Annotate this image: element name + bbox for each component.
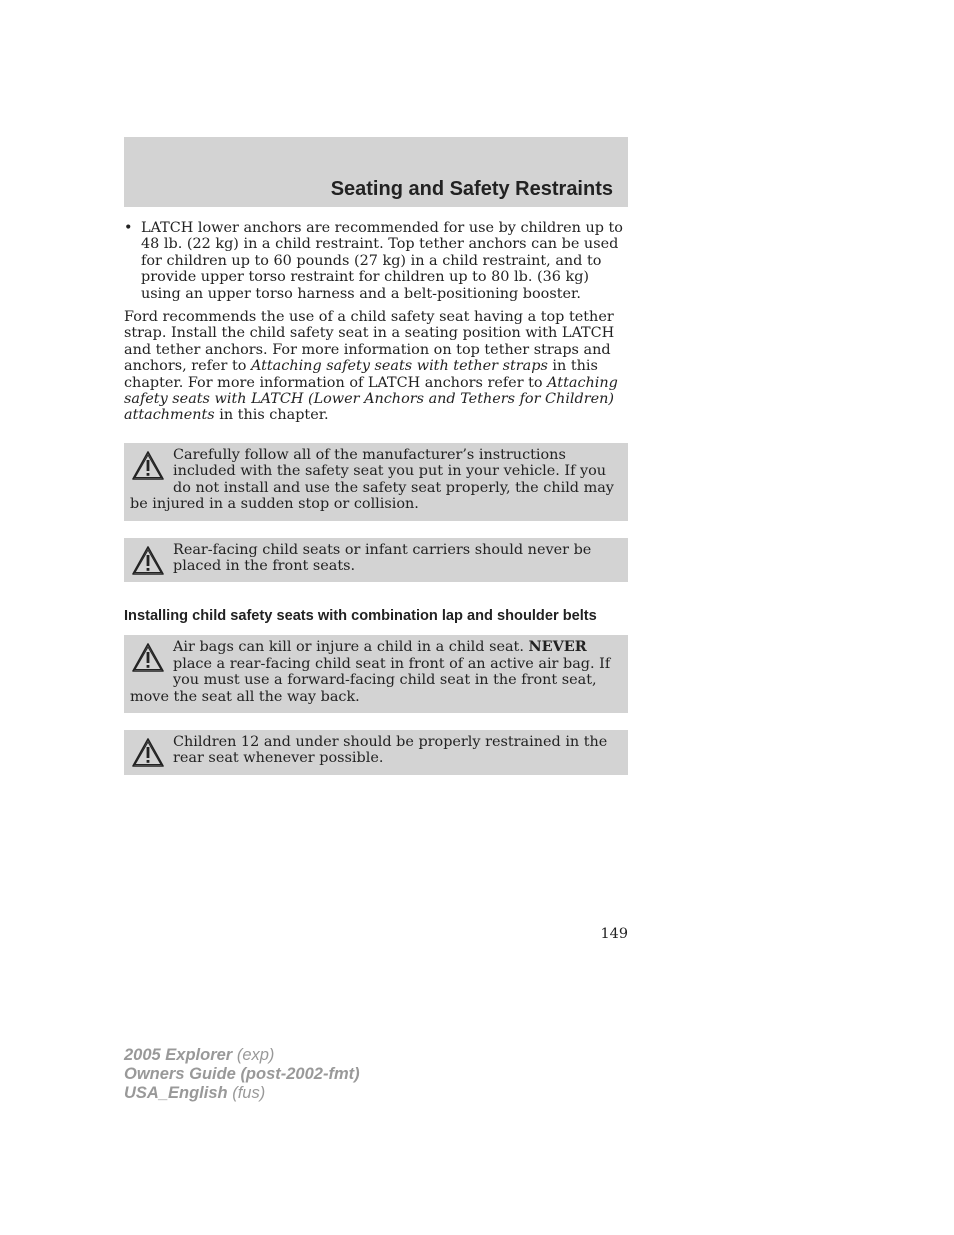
warning-emphasis: NEVER xyxy=(528,638,587,656)
footer-code: (exp) xyxy=(232,1046,275,1064)
cross-reference: Attaching safety seats with LATCH (Lower Anchors and Tethers for Children) attachments xyxy=(124,374,618,424)
bullet-text: LATCH lower anchors are recommended for use by children up to 48 lb. (22 kg) in a child restraint. Top tether anchors can be used for children up to 60 pounds (27 kg) in a child restraint, and to provide upper torso restraint for children up to 80 lb. (36 kg) using an upper torso harness and a belt-positioning booster. xyxy=(141,220,623,302)
paragraph-text: Ford recommends the use of a child safety seat having a top tether strap. Install the child safety seat in a seating position with LATCH and tether anchors. For more information on top tether straps and anchors, refer to xyxy=(124,309,615,375)
document-footer xyxy=(124,1046,360,1103)
footer-line xyxy=(124,1084,360,1103)
cross-reference: Attaching safety seats with tether straps xyxy=(250,358,548,375)
warning-text: Rear-facing child seats or infant carriers should never be placed in the front seats. xyxy=(173,541,592,574)
body-paragraph xyxy=(124,309,628,424)
warning-icon xyxy=(130,735,166,771)
footer-language: USA_English xyxy=(124,1084,228,1102)
footer-code: (fus) xyxy=(227,1084,266,1102)
paragraph-text: in this chapter. For more information of LATCH anchors refer to xyxy=(124,358,598,391)
warning-text: Carefully follow all of the manufacturer’s instructions included with the safety seat you put in your vehicle. If you do not install and use the safety seat properly, the child may be injured in a sudden stop or collision. xyxy=(130,446,614,513)
bullet-marker: • xyxy=(124,220,133,236)
warning-box xyxy=(124,635,628,713)
warning-text xyxy=(130,639,622,705)
footer-model: 2005 Explorer xyxy=(124,1046,233,1064)
warning-box xyxy=(124,443,628,521)
footer-guide: Owners Guide (post-2002-fmt) xyxy=(124,1065,360,1083)
warning-box xyxy=(124,538,628,583)
warning-text-part: place a rear-facing child seat in front of an active air bag. If you must use a forward-facing child seat in the front seat, move the seat all the way back. xyxy=(130,655,611,705)
section-title: Seating and Safety Restraints xyxy=(330,178,613,200)
warning-icon xyxy=(130,640,166,676)
warning-box xyxy=(124,730,628,775)
page-number: 149 xyxy=(600,926,628,942)
footer-line xyxy=(124,1065,360,1084)
page-content xyxy=(124,220,628,792)
warning-text: Children 12 and under should be properly restrained in the rear seat whenever possible. xyxy=(173,733,608,767)
paragraph-text: in this chapter. xyxy=(214,407,329,424)
warning-text-part: Air bags can kill or injure a child in a child seat. xyxy=(173,639,529,656)
warning-icon xyxy=(130,543,166,579)
warning-icon xyxy=(130,448,166,484)
bullet-item xyxy=(124,220,628,302)
section-header xyxy=(124,137,628,207)
subheading: Installing child safety seats with combination lap and shoulder belts xyxy=(124,608,597,625)
footer-line xyxy=(124,1046,360,1065)
